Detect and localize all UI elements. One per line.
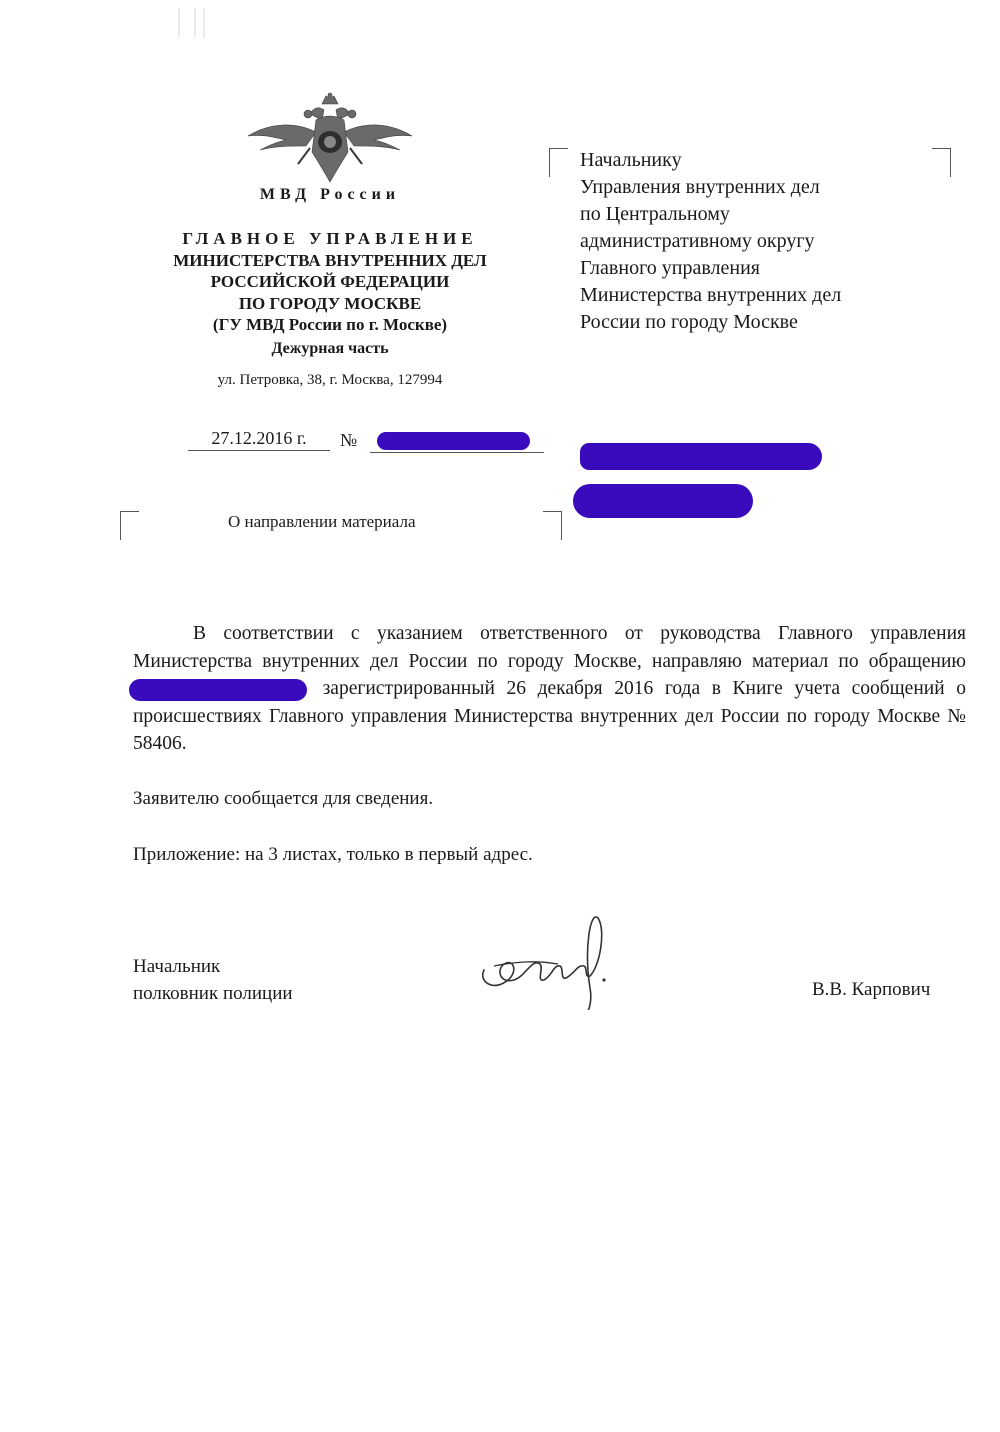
org-full-name (140, 228, 520, 359)
corner-bracket-top-left (549, 148, 568, 177)
addressee-line: Управления внутренних дел (580, 176, 820, 198)
body-paragraph-2: Заявителю сообщается для сведения. (133, 788, 434, 809)
signatory-rank: полковник полиции (133, 983, 293, 1004)
addressee-line: Главного управления (580, 257, 760, 279)
number-sign: № (340, 430, 358, 450)
document-number-line (370, 452, 544, 453)
addressee-line: административному округу (580, 230, 815, 252)
signatory-title (133, 953, 293, 1007)
addressee-line: Начальнику (580, 149, 682, 171)
redacted-second-addressee-line2 (573, 484, 753, 518)
body-paragraph-1 (133, 620, 966, 758)
signatory-position: Начальник (133, 956, 221, 977)
addressee-block (580, 147, 960, 336)
org-line: МИНИСТЕРСТВА ВНУТРЕННИХ ДЕЛ (173, 250, 487, 270)
signatory-name: В.В. Карпович (812, 979, 931, 1000)
corner-bracket-top-right (543, 511, 562, 540)
scan-artifact (203, 8, 205, 38)
document-date: 27.12.2016 г. (188, 428, 330, 451)
body-text: В соответствии с указанием ответственного от руководства Главного управления Министерства внутренних дел России по городу Москве, направляю материал по обращению (133, 623, 966, 672)
attachment-note: Приложение: на 3 листах, только в первый адрес. (133, 844, 533, 865)
corner-bracket-top-left (120, 511, 139, 540)
department-name: Дежурная часть (271, 339, 389, 357)
handwritten-signature-icon (474, 910, 624, 1010)
redacted-applicant-name (129, 679, 307, 701)
scan-artifact (194, 8, 196, 38)
addressee-line: по Центральному (580, 203, 730, 225)
org-line: РОССИЙСКОЙ ФЕДЕРАЦИИ (210, 272, 450, 291)
org-short-name: МВД России (259, 186, 401, 203)
addressee-line: России по городу Москве (580, 311, 798, 333)
mvd-eagle-emblem-icon (246, 92, 414, 184)
redacted-second-addressee-line1 (580, 443, 822, 470)
body-text: зарегистрированный 26 декабря 2016 года в Книге учета сообщений о происшествиях Главного управления Министерства внутренних дел России по городу Москве № 58406. (133, 678, 966, 754)
subject-line: О направлении материала (228, 512, 416, 531)
scan-artifact (178, 8, 180, 38)
org-line: ГЛАВНОЕ УПРАВЛЕНИЕ (182, 229, 478, 248)
org-line: ПО ГОРОДУ МОСКВЕ (238, 293, 422, 313)
addressee-line: Министерства внутренних дел (580, 284, 842, 306)
org-line: (ГУ МВД России по г. Москве) (212, 315, 448, 334)
redacted-document-number (377, 432, 530, 450)
org-address: ул. Петровка, 38, г. Москва, 127994 (217, 372, 443, 388)
